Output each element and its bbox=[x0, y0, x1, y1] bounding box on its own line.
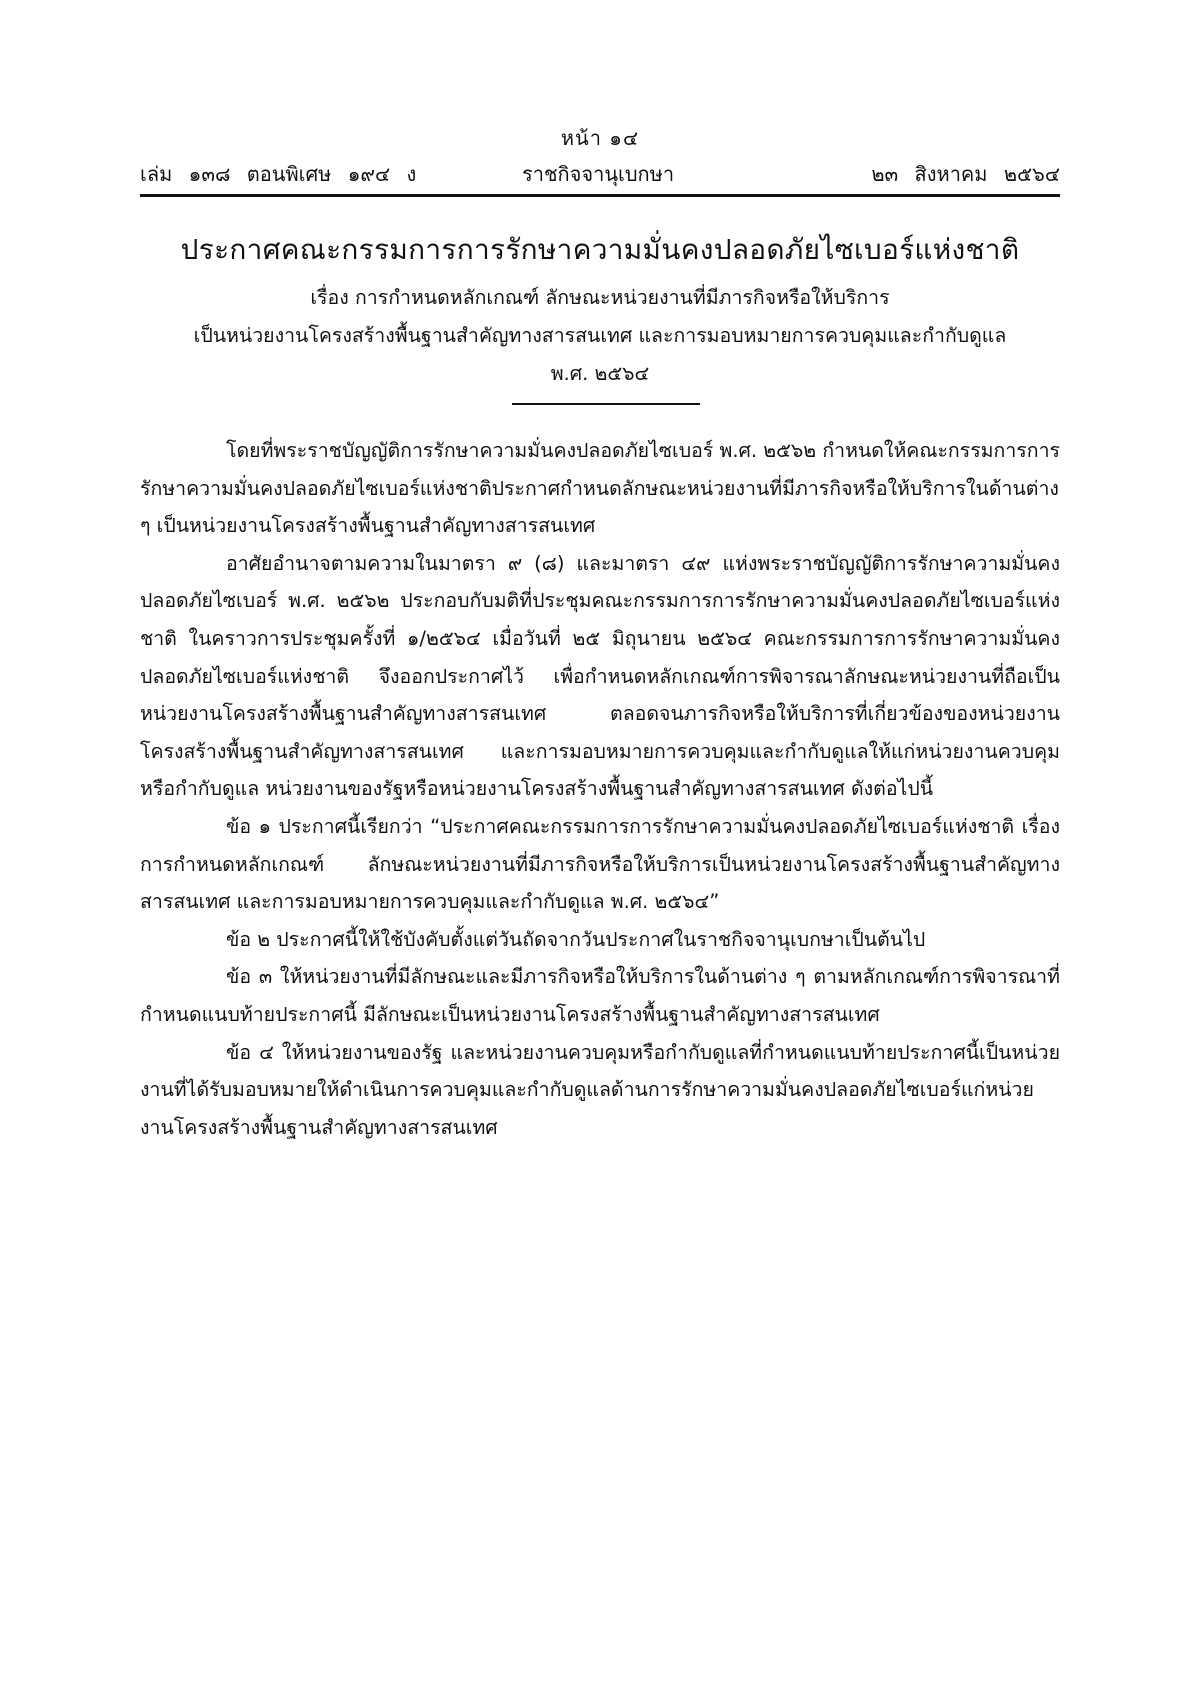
title-divider bbox=[512, 403, 700, 405]
announcement-title: ประกาศคณะกรรมการการรักษาความมั่นคงปลอดภัยไซเบอร์แห่งชาติ bbox=[180, 233, 1020, 266]
announcement-year: พ.ศ. ๒๕๖๔ bbox=[550, 362, 650, 385]
clause-3: ข้อ ๓ ให้หน่วยงานที่มีลักษณะและมีภารกิจหรือให้บริการในด้านต่าง ๆ ตามหลักเกณฑ์การพิจารณาที่กำหนดแนบท้ายประกาศนี้ มีลักษณะเป็นหน่วยงานโครงสร้างพื้นฐานสำคัญทางสารสนเทศ bbox=[140, 965, 1060, 1026]
volume-issue: เล่ม ๑๓๘ ตอนพิเศษ ๑๙๔ ง bbox=[140, 162, 417, 186]
page-number: หน้า ๑๔ bbox=[560, 126, 640, 150]
clause-4: ข้อ ๔ ให้หน่วยงานของรัฐ และหน่วยงานควบคุมหรือกำกับดูแลที่กำหนดแนบท้ายประกาศนี้เป็นหน่วยงานที่ได้รับมอบหมายให้ดำเนินการควบคุมและกำกับดูแลด้านการรักษาความมั่นคงปลอดภัยไซเบอร์แก่หน่วยงานโครงสร้างพื้นฐานสำคัญทางสารสนเทศ bbox=[140, 1040, 1060, 1139]
clause-1: ข้อ ๑ ประกาศนี้เรียกว่า “ประกาศคณะกรรมการการรักษาความมั่นคงปลอดภัยไซเบอร์แห่งชาติ เรื่อง การกำหนดหลักเกณฑ์ ลักษณะหน่วยงานที่มีภารกิจหรือให้บริการเป็นหน่วยงานโครงสร้างพื้นฐานสำคัญทางสารสนเทศ และการมอบหมายการควบคุมและกำกับดูแล พ.ศ. ๒๕๖๔” bbox=[140, 814, 1060, 914]
publication-date: ๒๓ สิงหาคม ๒๕๖๔ bbox=[871, 162, 1060, 186]
subject-line-1: เรื่อง การกำหนดหลักเกณฑ์ ลักษณะหน่วยงานที่มีภารกิจหรือให้บริการ bbox=[310, 286, 890, 309]
subject-line-2: เป็นหน่วยงานโครงสร้างพื้นฐานสำคัญทางสารสนเทศ และการมอบหมายการควบคุมและกำกับดูแล bbox=[193, 324, 1007, 347]
header-divider bbox=[140, 194, 1060, 197]
document-body bbox=[140, 432, 1060, 1146]
clause-2: ข้อ ๒ ประกาศนี้ให้ใช้บังคับตั้งแต่วันถัดจากวันประกาศในราชกิจจานุเบกษาเป็นต้นไป bbox=[226, 927, 926, 951]
gazette-name: ราชกิจจานุเบกษา bbox=[522, 162, 675, 186]
paragraph-preamble: โดยที่พระราชบัญญัติการรักษาความมั่นคงปลอดภัยไซเบอร์ พ.ศ. ๒๕๖๒ กำหนดให้คณะกรรมการการรักษาความมั่นคงปลอดภัยไซเบอร์แห่งชาติประกาศกำหนดลักษณะหน่วยงานที่มีภารกิจหรือให้บริการในด้านต่าง ๆ เป็นหน่วยงานโครงสร้างพื้นฐานสำคัญทางสารสนเทศ bbox=[140, 439, 1060, 538]
paragraph-authority: อาศัยอำนาจตามความในมาตรา ๙ (๘) และมาตรา ๔๙ แห่งพระราชบัญญัติการรักษาความมั่นคงปลอดภัยไซเบอร์ พ.ศ. ๒๕๖๒ ประกอบกับมติที่ประชุมคณะกรรมการการรักษาความมั่นคงปลอดภัยไซเบอร์แห่งชาติ ในคราวการประชุมครั้งที่ ๑/๒๕๖๔ เมื่อวันที่ ๒๕ มิถุนายน ๒๕๖๔ คณะกรรมการการรักษาความมั่นคงปลอดภัยไซเบอร์แห่งชาติ จึงออกประกาศไว้ เพื่อกำหนดหลักเกณฑ์การพิจารณาลักษณะหน่วยงานที่ถือเป็นหน่วยงานโครงสร้างพื้นฐานสำคัญทางสารสนเทศ ตลอดจนภารกิจหรือให้บริการที่เกี่ยวข้องของหน่วยงานโครงสร้างพื้นฐานสำคัญทางสารสนเทศ และการมอบหมายการควบคุมและกำกับดูแลให้แก่หน่วยงานควบคุมหรือกำกับดูแล หน่วยงานของรัฐหรือหน่วยงานโครงสร้างพื้นฐานสำคัญทางสารสนเทศ ดังต่อไปนี้ bbox=[140, 551, 1060, 801]
gazette-header bbox=[140, 158, 1060, 188]
